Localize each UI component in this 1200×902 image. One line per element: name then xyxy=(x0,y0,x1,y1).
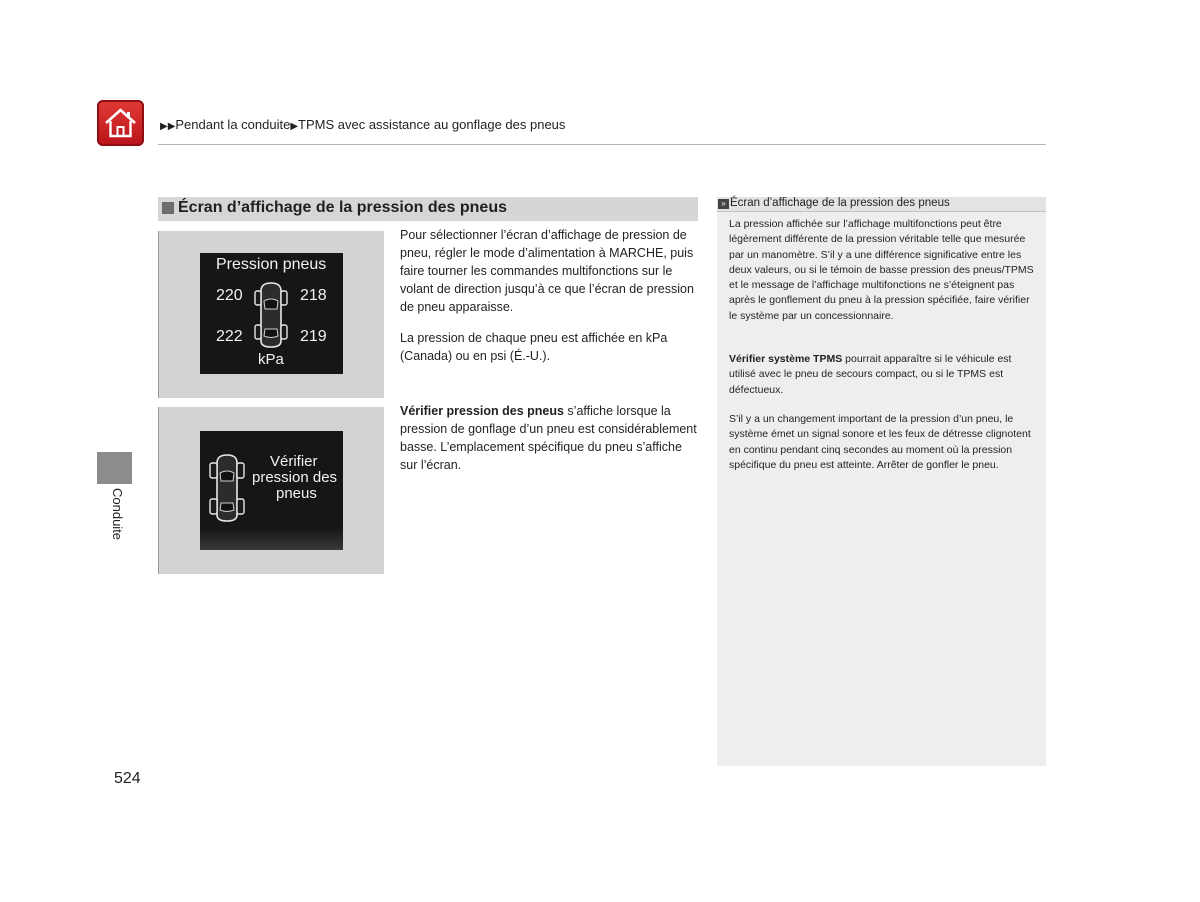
screen-title: Pression pneus xyxy=(216,256,327,273)
side-note-paragraph-3: S’il y a un changement important de la pression d’un pneu, le système émet un signal sonore et les feux de détresse clignotent en continu pendant cinq secondes au moment où la pression spécifique du pneu est atteinte. Arrêter de gonfler le pneu. xyxy=(729,413,1031,471)
home-button[interactable] xyxy=(97,100,144,146)
section-heading xyxy=(158,197,698,221)
check-pressure-screen xyxy=(200,431,343,550)
breadcrumb-arrow-icon: ▶ xyxy=(290,121,299,132)
paragraph-select-display: Pour sélectionner l’écran d’affichage de pression de pneu, régler le mode d’alimentation à MARCHE, puis faire tourner les commandes multifonctions sur le volant de direction jusqu’à ce que l’écran de pression de pneu apparaisse. xyxy=(400,228,694,314)
check-pressure-term: Vérifier pression des pneus xyxy=(400,404,564,418)
section-title: Écran d’affichage de la pression des pneus xyxy=(178,199,507,216)
side-note-heading: Écran d’affichage de la pression des pneus xyxy=(730,197,950,209)
note-reference-icon: » xyxy=(718,199,729,209)
check-line-2: pression des xyxy=(252,469,338,486)
pressure-front-left: 220 xyxy=(216,287,243,304)
page-number: 524 xyxy=(114,770,141,787)
check-tpms-description: pourrait apparaître si le véhicule est utilisé avec le pneu de secours compact, ou si le TPMS est défectueux. xyxy=(729,353,1012,396)
check-line-1: Vérifier xyxy=(270,453,318,470)
breadcrumb-arrow-icon: ▶▶ xyxy=(160,121,176,132)
breadcrumb-item-tpms[interactable]: TPMS avec assistance au gonflage des pneus xyxy=(298,117,566,132)
pressure-front-right: 218 xyxy=(300,287,327,304)
side-note-paragraph-1: La pression affichée sur l’affichage multifonctions peut être légèrement différente de la pression véritable telle que mesurée par un manomètre. S’il y a une différence significative entre les deux valeurs, ou si le témoin de basse pression des pneus/TPMS et le message de l’affichage multifonctions ne s’éteignent pas après le gonflement du pneu à la pression spécifiée, faire vérifier le système par un concessionnaire. xyxy=(729,218,1034,322)
header-divider xyxy=(158,144,1046,145)
check-tpms-term: Vérifier système TPMS xyxy=(729,353,843,365)
section-square-icon xyxy=(162,202,174,214)
pressure-unit: kPa xyxy=(258,351,284,368)
side-note-paragraph-2 xyxy=(729,352,1037,398)
check-line-3: pneus xyxy=(276,485,317,502)
breadcrumb-item-driving[interactable]: Pendant la conduite xyxy=(175,117,291,132)
side-note-header xyxy=(717,197,1046,212)
check-pressure-illustration xyxy=(158,407,384,574)
pressure-rear-left: 222 xyxy=(216,328,243,345)
check-pressure-description: s’affiche lorsque la pression de gonflage d’un pneu est considérablement basse. L’emplacement spécifique du pneu s’affiche sur l’écran. xyxy=(400,404,697,472)
breadcrumb xyxy=(160,117,565,132)
paragraph-units: La pression de chaque pneu est affichée en kPa (Canada) ou en psi (É.-U.). xyxy=(400,331,668,363)
pressure-display-illustration xyxy=(158,231,384,398)
home-icon xyxy=(103,106,138,140)
side-note-panel xyxy=(717,197,1046,766)
pressure-rear-right: 219 xyxy=(300,328,327,345)
paragraph-check-pressure xyxy=(400,402,698,474)
car-top-view-icon xyxy=(207,453,247,523)
chapter-tab-marker[interactable] xyxy=(97,452,132,484)
pressure-display-screen xyxy=(200,253,343,374)
chapter-tab-label: Conduite xyxy=(110,488,125,541)
car-top-view-icon xyxy=(252,281,290,349)
